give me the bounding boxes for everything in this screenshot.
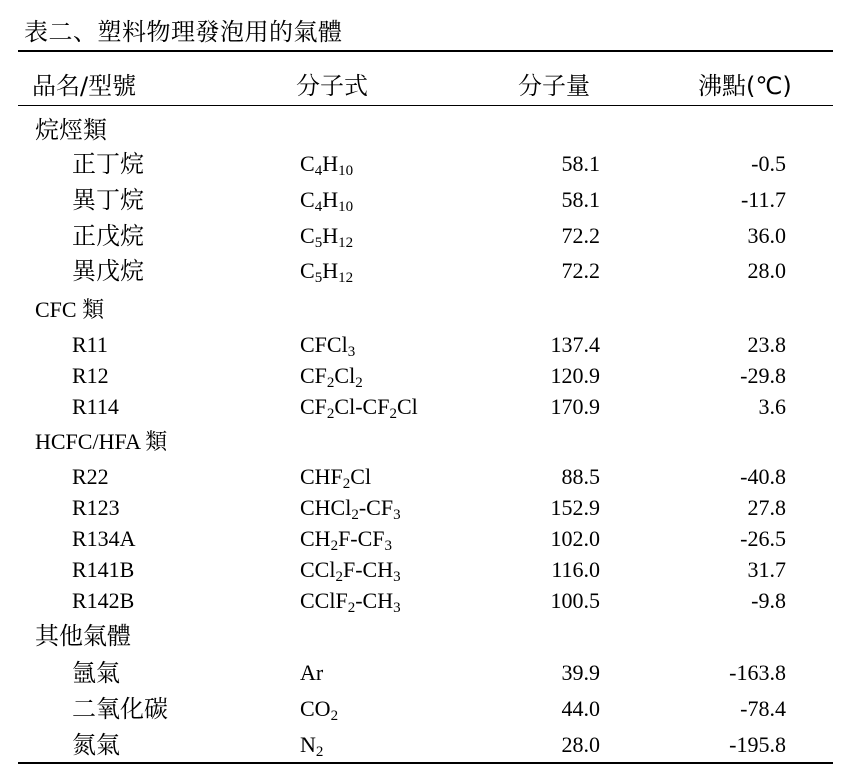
cell-molecular-weight: 120.9 — [550, 363, 600, 388]
cell-boiling-point: -78.4 — [740, 696, 786, 721]
cell-boiling-point: 27.8 — [747, 495, 786, 520]
cell-boiling-point: 36.0 — [747, 223, 786, 248]
cell-molecular-weight: 58.1 — [561, 187, 600, 212]
cell-name: R114 — [72, 394, 119, 419]
cell-molecular-weight: 39.9 — [561, 660, 600, 685]
cell-molecular-weight: 116.0 — [551, 557, 600, 582]
cell-boiling-point: -9.8 — [751, 588, 786, 613]
cell-formula: $CO_2$ — [300, 696, 339, 724]
cell-formula: $CHF_2Cl$ — [300, 464, 372, 492]
cell-molecular-weight: 100.5 — [550, 588, 600, 613]
cell-formula: $CH_2F-CF_3$ — [300, 526, 393, 554]
cell-name: 氬氣 — [72, 659, 120, 687]
table-row — [0, 150, 852, 178]
cell-name: R12 — [72, 363, 109, 388]
cell-name: 異戊烷 — [72, 257, 144, 285]
cell-formula: $C_4H_{10}$ — [300, 151, 354, 179]
table-row — [0, 463, 852, 491]
cell-molecular-weight: 102.0 — [550, 526, 600, 551]
table-title: 表二、塑料物理發泡用的氣體 — [24, 18, 343, 46]
table-row — [0, 494, 852, 522]
cell-boiling-point: -195.8 — [729, 732, 786, 757]
cell-formula: $CF_2Cl-CF_2Cl$ — [300, 394, 418, 422]
cell-boiling-point: 23.8 — [747, 332, 786, 357]
cell-molecular-weight: 88.5 — [561, 464, 600, 489]
cell-formula: $C_4H_{10}$ — [300, 187, 354, 215]
header-name: 品名/型號 — [32, 72, 137, 100]
cell-name: 正丁烷 — [72, 150, 144, 178]
cell-formula: $CClF_2-CH_3$ — [300, 588, 401, 616]
cell-name: 氮氣 — [72, 731, 120, 759]
cell-name: R123 — [72, 495, 120, 520]
cell-molecular-weight: 58.1 — [561, 151, 600, 176]
cell-molecular-weight: 28.0 — [561, 732, 600, 757]
cell-molecular-weight: 152.9 — [550, 495, 600, 520]
cell-name: 二氧化碳 — [72, 695, 168, 723]
cell-molecular-weight: 170.9 — [550, 394, 600, 419]
cell-name: R142B — [72, 588, 135, 613]
table-row — [0, 525, 852, 553]
cell-boiling-point: -40.8 — [740, 464, 786, 489]
cell-boiling-point: -0.5 — [751, 151, 786, 176]
group-row — [0, 622, 852, 650]
cell-formula: Ar — [300, 660, 324, 685]
table-row — [0, 186, 852, 214]
cell-molecular-weight: 44.0 — [561, 696, 600, 721]
header-formula: 分子式 — [296, 72, 368, 100]
cell-formula: CFCl$_3$ — [300, 332, 356, 360]
cell-name: R22 — [72, 464, 109, 489]
bottom-rule — [18, 762, 833, 764]
group-row — [0, 116, 852, 144]
cell-boiling-point: 28.0 — [747, 258, 786, 283]
cell-boiling-point: -26.5 — [740, 526, 786, 551]
group-label: 烷烴類 — [35, 116, 107, 144]
group-row — [0, 428, 852, 456]
table-row — [0, 587, 852, 615]
cell-molecular-weight: 137.4 — [550, 332, 600, 357]
group-label: HCFC/HFA 類 — [35, 429, 168, 454]
header-boiling-point: 沸點(℃) — [698, 72, 792, 100]
table-row — [0, 257, 852, 285]
header-molecular-weight: 分子量 — [518, 72, 590, 100]
table-row — [0, 331, 852, 359]
table-row — [0, 393, 852, 421]
cell-name: 異丁烷 — [72, 186, 144, 214]
table-row — [0, 362, 852, 390]
cell-formula: $CF_2Cl_2$ — [300, 363, 363, 391]
group-row — [0, 296, 852, 324]
group-label: 其他氣體 — [35, 622, 131, 650]
table-row — [0, 556, 852, 584]
cell-formula: $CCl_2F-CH_3$ — [300, 557, 401, 585]
cell-molecular-weight: 72.2 — [561, 258, 600, 283]
cell-name: R134A — [72, 526, 136, 551]
table-row — [0, 222, 852, 250]
cell-molecular-weight: 72.2 — [561, 223, 600, 248]
cell-boiling-point: 3.6 — [758, 394, 786, 419]
cell-boiling-point: -163.8 — [729, 660, 786, 685]
cell-formula: $N_2$ — [300, 732, 324, 760]
table-row — [0, 659, 852, 687]
cell-formula: $C_5H_{12}$ — [300, 223, 354, 251]
group-label: CFC 類 — [35, 297, 105, 322]
cell-boiling-point: -11.7 — [740, 187, 786, 212]
cell-name: 正戊烷 — [72, 222, 144, 250]
table-row — [0, 695, 852, 723]
cell-name: R141B — [72, 557, 135, 582]
cell-boiling-point: 31.7 — [747, 557, 786, 582]
cell-formula: $CHCl_2-CF_3$ — [300, 495, 401, 523]
cell-formula: $C_5H_{12}$ — [300, 258, 354, 286]
cell-name: R11 — [72, 332, 108, 357]
cell-boiling-point: -29.8 — [740, 363, 786, 388]
table-row — [0, 731, 852, 759]
